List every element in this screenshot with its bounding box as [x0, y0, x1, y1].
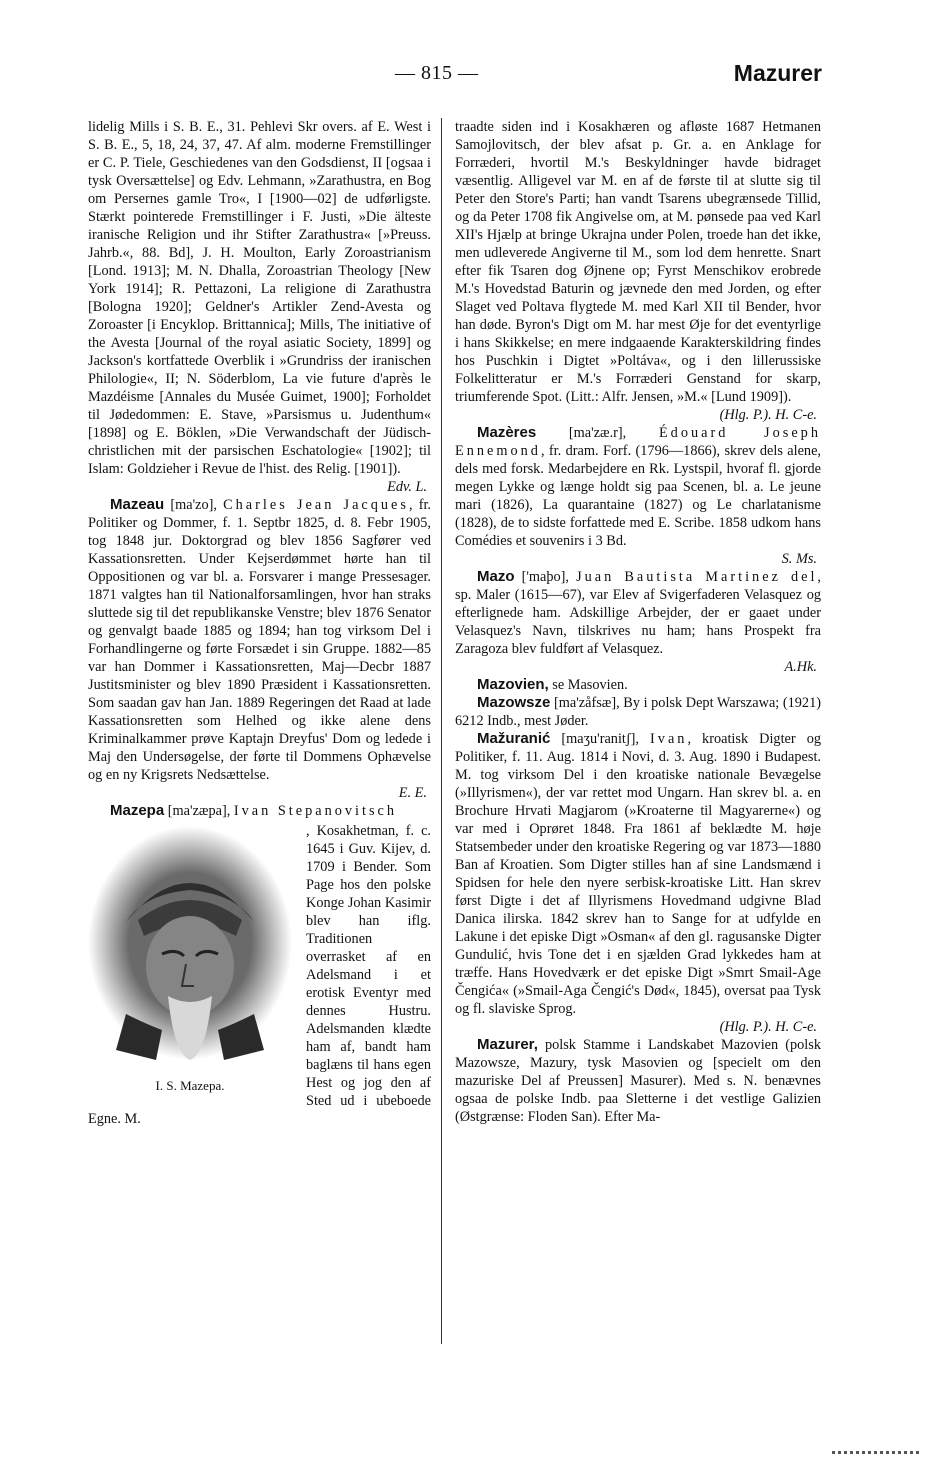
page-header — [0, 62, 928, 92]
entry-mazepa — [88, 802, 431, 1128]
entry-text: , fr. dram. Forf. (1796—1866), skrev dels alene, dels med forsk. Medarbejdere en Rk. Lystspil, hvoraf fl. gjorde megen Lykke og længe holdt sig paa Scenen, bl. a. Le jeune mari (1826), La quarantaine (1827) og Le charlatanisme (1828), de to sidste forfattede med E. Scribe. 1858 udkom hans Comédies et souvenirs i 3 Bd. — [455, 443, 821, 549]
scan-edge-mark — [832, 1451, 922, 1454]
portrait-caption: I. S. Mazepa. — [155, 1078, 225, 1093]
pronunciation: [maʒu'ranitʃ], — [550, 731, 651, 747]
entry-text: se Masovien. — [548, 677, 628, 693]
entry-mazo — [455, 568, 821, 676]
portrait-image — [86, 824, 294, 1062]
person-name: Ivan Stepanovitsch — [233, 803, 398, 819]
headword: Mazovien, — [477, 676, 549, 693]
column-divider — [441, 118, 442, 1344]
signature: (Hlg. P.). H. C-e. — [719, 407, 817, 423]
person-name: Édouard Joseph Ennemond — [455, 425, 821, 459]
continuation-paragraph: traadte siden ind i Kosakhæren og afløste 1687 Hetmanen Samojlovitsch, der blev afsat p. Gr. a. en Anklage for Forræderi, hvortil M.'s Beskyldninger havde bidraget væsentlig. Alligevel var M. en af de første til at slutte sig til Peter den Store's Parti; han vandt Tsarens ubegrænsede Tillid, og da Peter 1708 fik Angivelse om, at M. pønsede paa ved Karl XII's Hjælp at bringe Ukrajna under Polen, troede han det ikke, men udleverede Angiverne til M., som lod dem henrette. Snart efter fik Tsaren dog Øjnene op; Fyrst Menschikov erobrede M.'s Hovedstad Baturin og jævnede den med Jorden, og efter Slaget ved Poltava flygtede M. med Karl XII til Bender, hvor han døde. Byron's Digt om M. har mest Øje for det eventyrlige i hans Skikkelse; en mere indgaaende Karakterskildring findes hos Puschkin i Digtet »Poltáva«, og i den lillerussiske Folkelitteratur er M.'s Forræderi Genstand for skarp, triumferende Spot. (Litt.: Alfr. Jensen, »M.« [Lund 1909]). — [455, 119, 821, 405]
headword: Mazères — [477, 424, 537, 441]
entry-mazeau — [88, 496, 431, 802]
entry-mazeres — [455, 424, 821, 568]
right-column — [455, 118, 821, 1126]
person-name: Juan Bautista Martinez del — [576, 569, 818, 585]
signature: (Hlg. P.). H. C-e. — [719, 1019, 817, 1035]
signature: Edv. L. — [387, 479, 427, 495]
pronunciation: ['maþo], — [514, 569, 577, 585]
headword: Mazepa — [110, 802, 165, 819]
entry-text: , kroatisk Digter og Politiker, f. 11. Aug. 1814 i Novi, d. 3. Aug. 1890 i Budapest. M. tog virksom Del i den kroatiske nationale Bevægelse (»Illyrismen«), der var rettet mod Ungarn. Han skrev bl. a. en Brochure Hrvati Magjarom (»Kroaterne til Magyarerne«) og var med i Oprøret 1848. Fra 1861 af beklædte M. høje Statsembeder under den kroatiske Regering og var 1873—1880 Ban af Kroatien. Som Digter stilles han af sine Landsmænd i Spidsen for hele den nyere serbisk-kroatiske Litt. Han skrev først Digte i det af Illyrismens Hovedmand udgivne Blad Danica ilirska. 1842 skrev han to Sange for at udfylde en Lakune i det episke Digt »Osman« af den gl. ragusanske Digter Gundulić, hvis Tone det i en sjælden Grad lykkedes ham at træffe. Hans Hovedværk er det episke Digt »Smrt Smail-Age Čengića« (»Smail-Aga Čengić's Død«, 1845), oversat paa Tysk og fl. slaviske Sprog. — [455, 731, 821, 1017]
signature: S. Ms. — [781, 551, 817, 567]
intro-paragraph: lidelig Mills i S. B. E., 31. Pehlevi Skr overs. af E. West i S. B. E., 5, 18, 24, 37, 47. Af alm. moderne Fremstillinger er C. P. Tiele, Geschiedenes van den Godsdienst, II [ogsaa i tysk Oversættelse] og Edv. Lehmann, »Zarathustra, en Bog om Persernes gamle Tro«, I [1900—02] de udførligste. Stærkt pointerede Fremstillinger i F. Justi, »Die älteste iranische Religion und ihr Stifter Zarathustra« [»Preuss. Jahrb.«, 88. Bd], J. H. Moulton, Early Zoroastrianism [Lond. 1913]; M. N. Dhalla, Zoroastrian Theology [New York 1914]; R. Pettazoni, La religione di Zarathustra [Bologna 1920]; Geldner's Artikler Zend-Avesta og Zoroaster [i Encyklop. Brittannica]; Mills, The initiative of the Avesta [Journal of the royal asiatic Society, 1899] og Jackson's kortfattede Overblik i »Grundriss der iranischen Philologie«, II; N. Söderblom, La vie future d'après le Mazdéisme [Annales du Musée Guimet, 1900]; Forholdet til Jødedommen: E. Stave, »Parsismus u. Judenthum« [1898] og E. Böklen, »Die Verwandschaft der Jüdisch-christlichen mit der parsischen Eschatologie« [1902]; til Islam: Goldzieher i Revue de l'hist. des Relig. [1901]). — [88, 119, 431, 477]
page-number: — 815 — — [395, 62, 479, 84]
left-column — [88, 118, 431, 1128]
pronunciation: [ma'zo], — [164, 497, 224, 513]
running-head: Mazurer — [733, 60, 822, 86]
entry-text: polsk Stamme i Landskabet Mazovien (polsk Mazowsze, Mazury, tysk Masovien og [specielt om den mazuriske Del af Preussen] Masurer). Med s. N. benævnes ogsaa de polske Indb. paa Sletterne i det vestlige Galizien (Østgrænse: Floden San). Efter Ma- — [455, 1037, 821, 1125]
person-name: Charles Jean Jacques — [223, 497, 409, 513]
entry-mazurer — [455, 1036, 821, 1126]
entry-mazowsze — [455, 694, 821, 730]
portrait-figure — [86, 824, 294, 1096]
headword: Mažuranić — [477, 730, 551, 747]
headword: Mazowsze — [477, 694, 551, 711]
entry-text: , fr. Politiker og Dommer, f. 1. Septbr 1825, d. 8. Febr 1905, tog 1848 jur. Doktorgrad og blev 1856 Sagfører ved Kassationsretten. Under Kejserdømmet hørte han til Oppositionen og var bl. a. Forsvarer i mange Pressesager. 1871 valgtes han til Nationalforsamlingen, hvor han straks sluttede sig til det republikanske Venstre; blev 1876 Senator og genvalgt baade 1885 og 1894; han tog virksom Del i Forhandlingerne og førte Forsædet i sin Gruppe. 1882—85 var han Dommer i Kassationsretten, Maj—Decbr 1887 Justitsminister og blev 1890 Præsident i Kassationsretten. Som saadan gav han Jan. 1889 Regeringen det Raad at lade Kassationsretten som Helhed og ikke alene dens Kriminalkammer prøve Kaptajn Dreyfus' Dom og ledede i Maj den Undersøgelse, der førte til Dommens Ophævelse og en ny Krigsrets Nedsættelse. — [88, 497, 431, 783]
headword: Mazeau — [110, 496, 165, 513]
headword: Mazo — [477, 568, 515, 585]
entry-mazovien — [455, 676, 821, 694]
entry-text: , sp. Maler (1615—67), var Elev af Svigerfaderen Velasquez og efterlignede ham. Adskillige Arbejder, der er gaaet under Velasquez's Navn, tilskrives nu ham; hans Prospekt fra Zaragoza blev fuldført af Velasquez. — [455, 569, 821, 657]
signature: E. E. — [398, 785, 427, 801]
entry-text: [ma'zåfsæ], By i polsk Dept Warszawa; (1921) 6212 Indb., mest Jøder. — [455, 695, 821, 729]
pronunciation: [ma'zæpa], — [164, 803, 234, 819]
signature: A.Hk. — [784, 659, 817, 675]
person-name: Ivan — [650, 731, 688, 747]
entry-mazuranic — [455, 730, 821, 1036]
entry-text: , Kosakhetman, f. c. 1645 i Guv. Kijev, d. 1709 i Bender. Som Page hos den polske Konge Johan Kasimir blev han iflg. Traditionen overrasket af en Adelsmand i et erotisk Eventyr med dennes Hustru. Adelsmanden klædte ham af, bandt ham baglæns til hans egen Hest og jog den af Sted ud i ubeboede Egne. M. — [88, 823, 431, 1127]
headword: Mazurer, — [477, 1036, 538, 1053]
pronunciation: [ma'zæ.r], — [536, 425, 659, 441]
